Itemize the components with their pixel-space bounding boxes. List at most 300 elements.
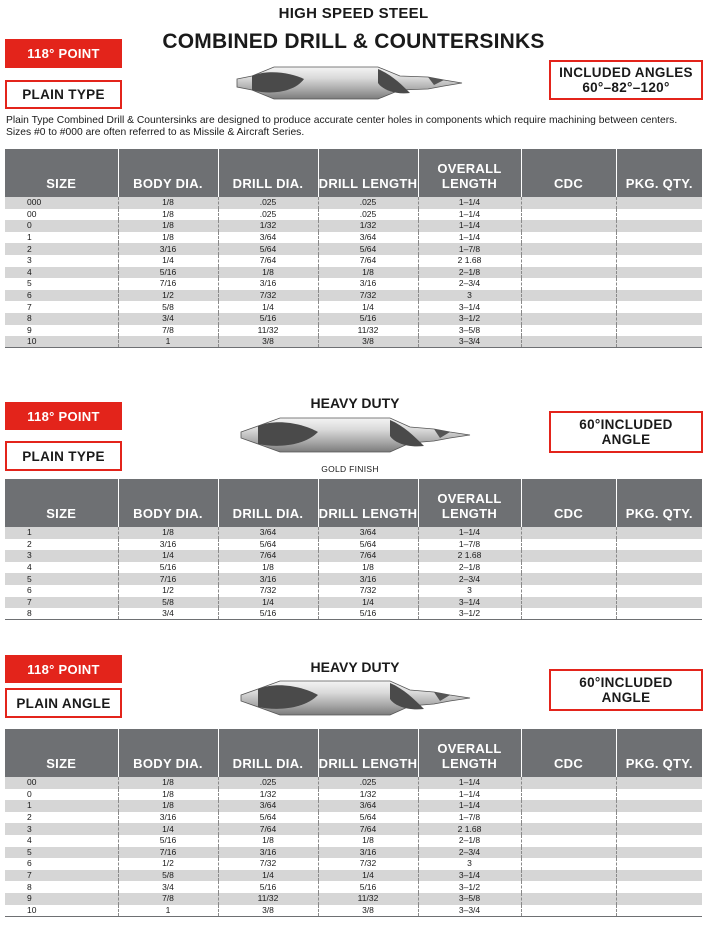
- cell-body-dia: 3/16: [118, 812, 218, 824]
- cell-size: 9: [5, 325, 118, 337]
- spec-table-3: [5, 729, 702, 917]
- cell-pkg-qty: [616, 835, 702, 847]
- cell-drill-dia: 7/32: [218, 858, 318, 870]
- cell-size: 4: [5, 562, 118, 574]
- cell-overall-length: 3–5/8: [418, 893, 521, 905]
- cell-drill-dia: 11/32: [218, 325, 318, 337]
- drill-countersink-illustration-3: [238, 677, 474, 719]
- cell-drill-length: .025: [318, 209, 418, 221]
- cell-size: 7: [5, 870, 118, 882]
- cell-body-dia: 1: [118, 905, 218, 917]
- cell-cdc: [521, 597, 616, 609]
- table-row: [5, 527, 702, 539]
- cell-body-dia: 1/2: [118, 858, 218, 870]
- spec-table-2: [5, 479, 702, 620]
- cell-cdc: [521, 905, 616, 917]
- cell-drill-length: 1/8: [318, 835, 418, 847]
- cell-pkg-qty: [616, 608, 702, 620]
- table-row: [5, 278, 702, 290]
- table-row: [5, 800, 702, 812]
- column-header-size: SIZE: [5, 729, 118, 777]
- cell-cdc: [521, 325, 616, 337]
- cell-overall-length: 3–1/2: [418, 313, 521, 325]
- cell-overall-length: 2–1/8: [418, 267, 521, 279]
- cell-drill-length: 3/8: [318, 905, 418, 917]
- cell-body-dia: 3/4: [118, 881, 218, 893]
- cell-size: 10: [5, 905, 118, 917]
- column-header-pkg-qty: PKG. QTY.: [616, 149, 702, 197]
- column-header-cdc: CDC: [521, 729, 616, 777]
- cell-overall-length: 3–5/8: [418, 325, 521, 337]
- table-header-row: [5, 149, 702, 197]
- table-row: [5, 608, 702, 620]
- cell-cdc: [521, 209, 616, 221]
- cell-drill-dia: 5/16: [218, 881, 318, 893]
- cell-pkg-qty: [616, 893, 702, 905]
- column-header-pkg-qty: PKG. QTY.: [616, 479, 702, 527]
- spec-table-1: [5, 149, 702, 348]
- cell-size: 00: [5, 209, 118, 221]
- table-row: [5, 220, 702, 232]
- table-row: [5, 313, 702, 325]
- cell-overall-length: 1–1/4: [418, 197, 521, 209]
- angle-line-2: ANGLE: [601, 690, 651, 705]
- table-row: [5, 847, 702, 859]
- cell-drill-dia: 1/4: [218, 301, 318, 313]
- cell-drill-length: 7/32: [318, 290, 418, 302]
- cell-drill-length: 1/4: [318, 870, 418, 882]
- cell-cdc: [521, 232, 616, 244]
- cell-pkg-qty: [616, 232, 702, 244]
- cell-size: 9: [5, 893, 118, 905]
- column-header-body-dia: BODY DIA.: [118, 729, 218, 777]
- table-row: [5, 789, 702, 801]
- cell-overall-length: 3–1/4: [418, 301, 521, 313]
- cell-drill-dia: 7/32: [218, 290, 318, 302]
- cell-cdc: [521, 608, 616, 620]
- cell-size: 6: [5, 858, 118, 870]
- cell-drill-length: 11/32: [318, 325, 418, 337]
- cell-body-dia: 7/8: [118, 893, 218, 905]
- column-header-size: SIZE: [5, 149, 118, 197]
- cell-drill-length: .025: [318, 197, 418, 209]
- table-row: [5, 881, 702, 893]
- cell-cdc: [521, 290, 616, 302]
- column-header-drill-dia: DRILL DIA.: [218, 479, 318, 527]
- cell-cdc: [521, 870, 616, 882]
- cell-body-dia: 1/8: [118, 209, 218, 221]
- cell-drill-dia: 7/64: [218, 255, 318, 267]
- cell-body-dia: 5/16: [118, 267, 218, 279]
- finish-note: GOLD FINISH: [321, 464, 379, 474]
- cell-overall-length: 2 1.68: [418, 255, 521, 267]
- column-header-body-dia: BODY DIA.: [118, 149, 218, 197]
- cell-pkg-qty: [616, 812, 702, 824]
- cell-body-dia: 1/4: [118, 550, 218, 562]
- cell-pkg-qty: [616, 313, 702, 325]
- cell-pkg-qty: [616, 597, 702, 609]
- cell-cdc: [521, 847, 616, 859]
- cell-body-dia: 7/16: [118, 278, 218, 290]
- table-row: [5, 597, 702, 609]
- table-row: [5, 232, 702, 244]
- cell-drill-dia: 1/8: [218, 267, 318, 279]
- cell-overall-length: 3–1/2: [418, 608, 521, 620]
- cell-body-dia: 1/4: [118, 255, 218, 267]
- cell-drill-length: 3/16: [318, 278, 418, 290]
- table-row: [5, 812, 702, 824]
- cell-size: 10: [5, 336, 118, 348]
- cell-drill-length: 5/16: [318, 313, 418, 325]
- cell-pkg-qty: [616, 278, 702, 290]
- cell-overall-length: 1–1/4: [418, 220, 521, 232]
- cell-drill-dia: 7/64: [218, 550, 318, 562]
- cell-size: 0: [5, 789, 118, 801]
- cell-drill-dia: 7/32: [218, 585, 318, 597]
- column-header-cdc: CDC: [521, 149, 616, 197]
- cell-drill-dia: 3/64: [218, 232, 318, 244]
- cell-pkg-qty: [616, 267, 702, 279]
- cell-overall-length: 3–3/4: [418, 336, 521, 348]
- cell-pkg-qty: [616, 325, 702, 337]
- cell-drill-length: 3/16: [318, 847, 418, 859]
- column-header-size: SIZE: [5, 479, 118, 527]
- cell-cdc: [521, 800, 616, 812]
- cell-pkg-qty: [616, 197, 702, 209]
- cell-size: 6: [5, 585, 118, 597]
- cell-overall-length: 2–3/4: [418, 573, 521, 585]
- table-row: [5, 870, 702, 882]
- cell-pkg-qty: [616, 336, 702, 348]
- cell-body-dia: 3/4: [118, 608, 218, 620]
- cell-overall-length: 3–3/4: [418, 905, 521, 917]
- cell-pkg-qty: [616, 550, 702, 562]
- cell-drill-length: 1/32: [318, 220, 418, 232]
- cell-cdc: [521, 789, 616, 801]
- column-header-overall-length: OVERALL LENGTH: [418, 479, 521, 527]
- cell-drill-length: 3/8: [318, 336, 418, 348]
- cell-drill-length: 3/64: [318, 800, 418, 812]
- cell-pkg-qty: [616, 870, 702, 882]
- cell-size: 00: [5, 777, 118, 789]
- cell-drill-dia: 1/32: [218, 789, 318, 801]
- cell-body-dia: 1/8: [118, 220, 218, 232]
- cell-drill-dia: 3/8: [218, 336, 318, 348]
- table-header-row: [5, 729, 702, 777]
- cell-cdc: [521, 313, 616, 325]
- cell-drill-dia: 5/16: [218, 608, 318, 620]
- cell-pkg-qty: [616, 573, 702, 585]
- cell-overall-length: 2–3/4: [418, 278, 521, 290]
- cell-body-dia: 1/8: [118, 800, 218, 812]
- cell-size: 7: [5, 597, 118, 609]
- cell-cdc: [521, 550, 616, 562]
- cell-drill-dia: 1/8: [218, 835, 318, 847]
- cell-drill-length: 7/64: [318, 255, 418, 267]
- type-badge-3: PLAIN ANGLE: [5, 688, 122, 718]
- cell-body-dia: 5/16: [118, 835, 218, 847]
- cell-pkg-qty: [616, 847, 702, 859]
- cell-size: 1: [5, 527, 118, 539]
- cell-body-dia: 7/16: [118, 847, 218, 859]
- cell-cdc: [521, 777, 616, 789]
- cell-overall-length: 3–1/4: [418, 870, 521, 882]
- cell-overall-length: 1–7/8: [418, 539, 521, 551]
- cell-body-dia: 1/8: [118, 527, 218, 539]
- cell-pkg-qty: [616, 290, 702, 302]
- cell-drill-dia: 5/64: [218, 812, 318, 824]
- cell-size: 000: [5, 197, 118, 209]
- angle-line-2: 60°–82°–120°: [582, 80, 670, 95]
- cell-cdc: [521, 255, 616, 267]
- cell-pkg-qty: [616, 220, 702, 232]
- table-row: [5, 197, 702, 209]
- cell-cdc: [521, 301, 616, 313]
- cell-body-dia: 5/8: [118, 870, 218, 882]
- cell-body-dia: 1/8: [118, 789, 218, 801]
- cell-cdc: [521, 823, 616, 835]
- cell-body-dia: 5/16: [118, 562, 218, 574]
- cell-cdc: [521, 835, 616, 847]
- cell-pkg-qty: [616, 789, 702, 801]
- cell-drill-dia: .025: [218, 197, 318, 209]
- table-header-row: [5, 479, 702, 527]
- cell-drill-dia: 5/64: [218, 539, 318, 551]
- cell-cdc: [521, 539, 616, 551]
- cell-drill-dia: .025: [218, 209, 318, 221]
- table-row: [5, 290, 702, 302]
- cell-pkg-qty: [616, 243, 702, 255]
- table-row: [5, 301, 702, 313]
- cell-drill-length: 5/64: [318, 243, 418, 255]
- cell-drill-dia: 1/4: [218, 870, 318, 882]
- cell-drill-dia: 3/64: [218, 800, 318, 812]
- supertitle: HIGH SPEED STEEL: [278, 5, 429, 22]
- cell-overall-length: 2 1.68: [418, 823, 521, 835]
- cell-body-dia: 1/8: [118, 197, 218, 209]
- cell-size: 8: [5, 313, 118, 325]
- cell-size: 1: [5, 800, 118, 812]
- table-row: [5, 243, 702, 255]
- type-badge-1: PLAIN TYPE: [5, 80, 122, 109]
- cell-body-dia: 1/2: [118, 290, 218, 302]
- cell-overall-length: 2–1/8: [418, 562, 521, 574]
- intro-paragraph: Plain Type Combined Drill & Countersinks are designed to produce accurate center holes in components which require machining between centers. Sizes #0 to #000 are often referred to as Missile & Aircraft Series.: [6, 115, 678, 138]
- cell-drill-dia: 3/64: [218, 527, 318, 539]
- cell-size: 3: [5, 823, 118, 835]
- cell-pkg-qty: [616, 539, 702, 551]
- cell-cdc: [521, 585, 616, 597]
- column-header-pkg-qty: PKG. QTY.: [616, 729, 702, 777]
- section-heading-3: HEAVY DUTY: [310, 659, 400, 675]
- cell-overall-length: 1–7/8: [418, 243, 521, 255]
- table-row: [5, 267, 702, 279]
- cell-drill-length: 1/4: [318, 301, 418, 313]
- cell-body-dia: 3/16: [118, 539, 218, 551]
- cell-size: 4: [5, 835, 118, 847]
- cell-size: 6: [5, 290, 118, 302]
- column-header-cdc: CDC: [521, 479, 616, 527]
- cell-size: 0: [5, 220, 118, 232]
- cell-size: 5: [5, 847, 118, 859]
- cell-cdc: [521, 197, 616, 209]
- cell-drill-length: 1/4: [318, 597, 418, 609]
- cell-drill-dia: 1/4: [218, 597, 318, 609]
- cell-pkg-qty: [616, 823, 702, 835]
- column-header-overall-length: OVERALL LENGTH: [418, 149, 521, 197]
- cell-drill-dia: .025: [218, 777, 318, 789]
- cell-drill-dia: 3/16: [218, 278, 318, 290]
- cell-drill-dia: 3/16: [218, 573, 318, 585]
- cell-pkg-qty: [616, 255, 702, 267]
- cell-pkg-qty: [616, 858, 702, 870]
- cell-body-dia: 3/4: [118, 313, 218, 325]
- cell-drill-length: 5/16: [318, 608, 418, 620]
- cell-drill-length: 3/64: [318, 527, 418, 539]
- table-row: [5, 336, 702, 348]
- included-angles-box-2: [549, 411, 703, 453]
- cell-size: 8: [5, 881, 118, 893]
- cell-overall-length: 1–1/4: [418, 800, 521, 812]
- point-badge-2: 118° POINT: [5, 402, 122, 430]
- section-heading-2: HEAVY DUTY: [310, 395, 400, 411]
- cell-drill-length: 7/64: [318, 550, 418, 562]
- cell-size: 3: [5, 550, 118, 562]
- cell-overall-length: 1–1/4: [418, 789, 521, 801]
- cell-overall-length: 1–1/4: [418, 777, 521, 789]
- cell-size: 3: [5, 255, 118, 267]
- angle-line-2: ANGLE: [601, 432, 651, 447]
- cell-size: 2: [5, 812, 118, 824]
- cell-size: 2: [5, 539, 118, 551]
- cell-drill-dia: 5/64: [218, 243, 318, 255]
- cell-cdc: [521, 267, 616, 279]
- cell-size: 4: [5, 267, 118, 279]
- cell-body-dia: 1: [118, 336, 218, 348]
- cell-drill-dia: 1/8: [218, 562, 318, 574]
- cell-overall-length: 3: [418, 290, 521, 302]
- cell-drill-length: 7/32: [318, 585, 418, 597]
- cell-overall-length: 1–1/4: [418, 209, 521, 221]
- included-angles-box-1: [549, 60, 703, 100]
- cell-body-dia: 1/8: [118, 232, 218, 244]
- table-row: [5, 893, 702, 905]
- cell-drill-length: 1/32: [318, 789, 418, 801]
- cell-cdc: [521, 812, 616, 824]
- page-title: COMBINED DRILL & COUNTERSINKS: [162, 30, 545, 53]
- table-row: [5, 835, 702, 847]
- cell-cdc: [521, 893, 616, 905]
- column-header-body-dia: BODY DIA.: [118, 479, 218, 527]
- table-row: [5, 777, 702, 789]
- drill-countersink-illustration-1: [234, 63, 472, 103]
- cell-body-dia: 1/8: [118, 777, 218, 789]
- cell-cdc: [521, 881, 616, 893]
- table-row: [5, 573, 702, 585]
- included-angles-box-3: [549, 669, 703, 711]
- cell-overall-length: 1–7/8: [418, 812, 521, 824]
- column-header-drill-dia: DRILL DIA.: [218, 729, 318, 777]
- cell-cdc: [521, 858, 616, 870]
- table-row: [5, 209, 702, 221]
- table-row: [5, 255, 702, 267]
- cell-body-dia: 1/4: [118, 823, 218, 835]
- cell-pkg-qty: [616, 585, 702, 597]
- cell-cdc: [521, 527, 616, 539]
- cell-body-dia: 1/2: [118, 585, 218, 597]
- cell-body-dia: 5/8: [118, 597, 218, 609]
- cell-cdc: [521, 220, 616, 232]
- table-row: [5, 562, 702, 574]
- column-header-drill-length: DRILL LENGTH: [318, 479, 418, 527]
- cell-overall-length: 2–3/4: [418, 847, 521, 859]
- cell-overall-length: 2–1/8: [418, 835, 521, 847]
- cell-pkg-qty: [616, 562, 702, 574]
- cell-overall-length: 1–1/4: [418, 232, 521, 244]
- cell-drill-length: 1/8: [318, 267, 418, 279]
- cell-drill-length: 5/64: [318, 812, 418, 824]
- cell-drill-dia: 7/64: [218, 823, 318, 835]
- type-badge-2: PLAIN TYPE: [5, 441, 122, 471]
- cell-size: 2: [5, 243, 118, 255]
- cell-cdc: [521, 278, 616, 290]
- cell-pkg-qty: [616, 527, 702, 539]
- column-header-drill-length: DRILL LENGTH: [318, 149, 418, 197]
- cell-drill-length: 7/64: [318, 823, 418, 835]
- column-header-drill-dia: DRILL DIA.: [218, 149, 318, 197]
- cell-pkg-qty: [616, 301, 702, 313]
- cell-body-dia: 3/16: [118, 243, 218, 255]
- cell-body-dia: 7/16: [118, 573, 218, 585]
- cell-cdc: [521, 243, 616, 255]
- table-row: [5, 823, 702, 835]
- cell-overall-length: 3: [418, 858, 521, 870]
- column-header-drill-length: DRILL LENGTH: [318, 729, 418, 777]
- cell-size: 1: [5, 232, 118, 244]
- angle-line-1: 60°INCLUDED: [579, 675, 673, 690]
- cell-body-dia: 7/8: [118, 325, 218, 337]
- cell-overall-length: 3–1/2: [418, 881, 521, 893]
- cell-overall-length: 3: [418, 585, 521, 597]
- cell-drill-length: 5/64: [318, 539, 418, 551]
- cell-drill-dia: 3/16: [218, 847, 318, 859]
- cell-pkg-qty: [616, 777, 702, 789]
- cell-size: 8: [5, 608, 118, 620]
- cell-drill-length: 7/32: [318, 858, 418, 870]
- point-badge-3: 118° POINT: [5, 655, 122, 683]
- cell-body-dia: 5/8: [118, 301, 218, 313]
- cell-size: 5: [5, 278, 118, 290]
- cell-drill-dia: 5/16: [218, 313, 318, 325]
- cell-cdc: [521, 336, 616, 348]
- cell-size: 5: [5, 573, 118, 585]
- cell-cdc: [521, 573, 616, 585]
- table-row: [5, 858, 702, 870]
- angle-line-1: INCLUDED ANGLES: [559, 65, 693, 80]
- cell-drill-length: 3/16: [318, 573, 418, 585]
- table-row: [5, 550, 702, 562]
- cell-overall-length: 3–1/4: [418, 597, 521, 609]
- cell-drill-length: 5/16: [318, 881, 418, 893]
- cell-cdc: [521, 562, 616, 574]
- column-header-overall-length: OVERALL LENGTH: [418, 729, 521, 777]
- angle-line-1: 60°INCLUDED: [579, 417, 673, 432]
- cell-drill-length: 1/8: [318, 562, 418, 574]
- cell-size: 7: [5, 301, 118, 313]
- cell-overall-length: 1–1/4: [418, 527, 521, 539]
- cell-drill-length: 3/64: [318, 232, 418, 244]
- cell-drill-dia: 1/32: [218, 220, 318, 232]
